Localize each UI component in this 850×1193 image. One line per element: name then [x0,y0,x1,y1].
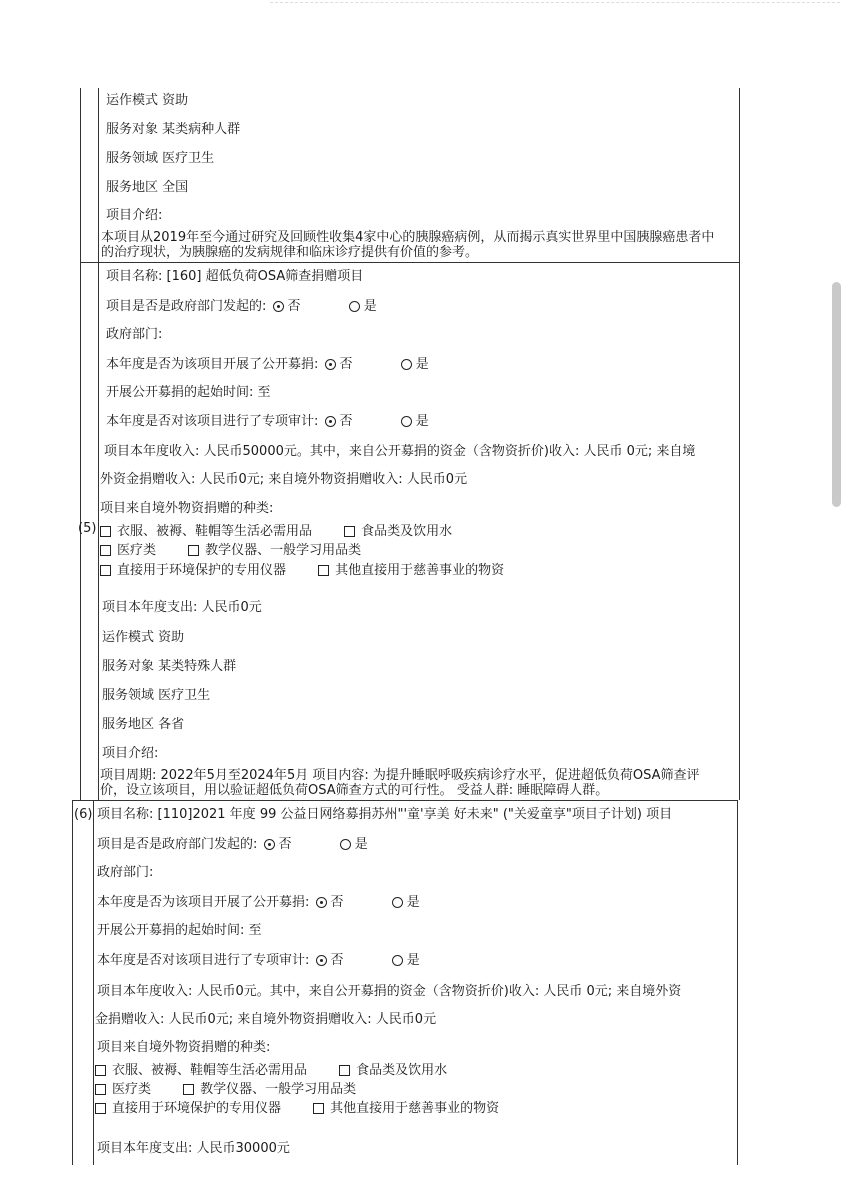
p5-teaching-label: 教学仪器、一般学习用品类 [205,543,362,558]
p1-intro-label: 项目介绍: [106,208,163,223]
p5-public-yes-radio[interactable] [401,359,412,370]
p6-medical-checkbox[interactable] [95,1084,106,1095]
p5-audit-yes-radio[interactable] [401,416,412,427]
p6-audit-yes-radio[interactable] [392,955,403,966]
p5-gov-no-radio[interactable] [273,301,284,312]
p5-gov-no-label: 否 [287,299,301,314]
p5-types-row2 [100,543,361,559]
p5-env-checkbox[interactable] [100,565,111,576]
p5-public-yes-label: 是 [415,357,429,372]
p6-other-label: 其他直接用于慈善事业的物资 [330,1101,500,1116]
p5-field: 服务领域 医疗卫生 [102,688,211,703]
p6-gov-dept: 政府部门: [97,865,154,880]
p5-name: 项目名称: [160] 超低负荷OSA筛查捐赠项目 [106,269,364,284]
p5-audit-no-radio[interactable] [325,416,336,427]
table-inner-border-a [98,88,99,800]
p6-types-row2 [95,1082,356,1098]
p6-env-checkbox[interactable] [95,1103,106,1114]
p5-audit-q: 本年度是否对该项目进行了专项审计: [106,414,319,429]
p5-types-row1 [100,524,452,540]
p6-income-line1: 项目本年度收入: 人民币0元。其中，来自公开募捐的资金（含物资折价)收入: 人民币 0元; 来自境外资 [97,984,682,999]
p6-env-label: 直接用于环境保护的专用仪器 [112,1101,282,1116]
p6-audit-q: 本年度是否对该项目进行了专项审计: [97,953,310,968]
table-left-border-b [72,800,73,1165]
table-inner-border-b [93,800,94,1165]
p6-gov-yes-label: 是 [354,837,368,852]
p6-gov-no-radio[interactable] [264,839,275,850]
p5-mode: 运作模式 资助 [102,630,185,645]
p6-income-line2: 金捐赠收入: 人民币0元; 来自境外物资捐赠收入: 人民币0元 [95,1012,437,1027]
top-dashed-line [270,2,840,3]
p5-intro-line1: 项目周期: 2022年5月至2024年5月 项目内容: 为提升睡眠呼吸疾病诊疗水平，促进超低负荷OSA筛查评 [100,768,700,783]
p6-audit-no-label: 否 [330,953,344,968]
row-divider-5 [80,262,740,263]
p6-gov-question [97,837,368,853]
p5-gov-yes-label: 是 [363,299,377,314]
p5-target: 服务对象 某类特殊人群 [102,659,237,674]
p6-public-no-radio[interactable] [316,897,327,908]
p5-food-checkbox[interactable] [344,526,355,537]
p5-clothes-label: 衣服、被褥、鞋帽等生活必需用品 [117,524,313,539]
p5-intro-line2: 价，设立该项目，用以验证超低负荷OSA筛查方式的可行性。 受益人群: 睡眠障碍人群。 [100,783,609,798]
p5-public-no-label: 否 [339,357,353,372]
p5-food-label: 食品类及饮用水 [361,524,453,539]
p6-public-question [97,895,420,911]
table-right-border-b [737,800,738,1165]
p6-teaching-checkbox[interactable] [183,1084,194,1095]
row-divider-6 [72,800,738,801]
p6-food-checkbox[interactable] [339,1065,350,1076]
p6-food-label: 食品类及饮用水 [356,1063,448,1078]
p5-region: 服务地区 各省 [102,717,185,732]
p5-index: (5) [78,521,97,536]
p6-index: (6) [74,807,93,822]
p6-audit-question [97,953,420,969]
p6-clothes-checkbox[interactable] [95,1065,106,1076]
p6-other-checkbox[interactable] [313,1103,324,1114]
p1-field: 服务领域 医疗卫生 [106,151,215,166]
p6-types-row1 [95,1063,447,1079]
p5-income-line1: 项目本年度收入: 人民币50000元。其中，来自公开募捐的资金（含物资折价)收入: 人民币 0元; 来自境 [104,444,696,459]
p1-mode: 运作模式 资助 [106,93,189,108]
p5-other-label: 其他直接用于慈善事业的物资 [335,563,505,578]
p6-types-row3 [95,1101,499,1117]
p5-types-label: 项目来自境外物资捐赠的种类: [100,501,274,516]
p6-gov-no-label: 否 [278,837,292,852]
p5-medical-label: 医疗类 [117,543,157,558]
p1-region: 服务地区 全国 [106,180,189,195]
p1-target: 服务对象 某类病种人群 [106,122,241,137]
p6-public-yes-radio[interactable] [392,897,403,908]
p5-income-line2: 外资金捐赠收入: 人民币0元; 来自境外物资捐赠收入: 人民币0元 [100,472,468,487]
p6-clothes-label: 衣服、被褥、鞋帽等生活必需用品 [112,1063,308,1078]
p6-public-time: 开展公开募捐的起始时间: 至 [97,923,262,938]
p5-gov-question [106,299,377,315]
p6-gov-yes-radio[interactable] [340,839,351,850]
p6-expense: 项目本年度支出: 人民币30000元 [97,1141,290,1156]
p6-types-label: 项目来自境外物资捐赠的种类: [97,1040,271,1055]
p5-medical-checkbox[interactable] [100,545,111,556]
scrollbar-thumb[interactable] [832,282,841,507]
p6-public-yes-label: 是 [406,895,420,910]
p6-audit-no-radio[interactable] [316,955,327,966]
p5-gov-dept: 政府部门: [106,327,163,342]
p5-teaching-checkbox[interactable] [188,545,199,556]
p5-public-time: 开展公开募捐的起始时间: 至 [106,385,271,400]
p5-audit-yes-label: 是 [415,414,429,429]
p6-medical-label: 医疗类 [112,1082,152,1097]
p6-gov-q: 项目是否是政府部门发起的: [97,837,258,852]
p5-gov-yes-radio[interactable] [349,301,360,312]
p5-clothes-checkbox[interactable] [100,526,111,537]
p6-name: 项目名称: [110]2021 年度 99 公益日网络募捐苏州"'童'享美 好未来" ("关爱童享"项目子计划) 项目 [97,807,673,822]
table-left-border-a [80,88,81,800]
p5-public-q: 本年度是否为该项目开展了公开募捐: [106,357,319,372]
p5-expense: 项目本年度支出: 人民币0元 [102,600,262,615]
p6-audit-yes-label: 是 [406,953,420,968]
table-right-border-a [739,88,740,800]
p5-public-no-radio[interactable] [325,359,336,370]
p5-gov-q: 项目是否是政府部门发起的: [106,299,267,314]
p1-intro-line2: 的治疗现状，为胰腺癌的发病规律和临床诊疗提供有价值的参考。 [101,245,479,260]
p5-intro-label: 项目介绍: [102,746,159,761]
p5-audit-no-label: 否 [339,414,353,429]
p5-audit-question [106,414,429,430]
p6-public-no-label: 否 [330,895,344,910]
p6-teaching-label: 教学仪器、一般学习用品类 [200,1082,357,1097]
p6-public-q: 本年度是否为该项目开展了公开募捐: [97,895,310,910]
p5-other-checkbox[interactable] [318,565,329,576]
p5-types-row3 [100,563,504,579]
p5-env-label: 直接用于环境保护的专用仪器 [117,563,287,578]
p5-public-question [106,357,429,373]
p1-intro-line1: 本项目从2019年至今通过研究及回顾性收集4家中心的胰腺癌病例，从而揭示真实世界里中国胰腺癌患者中 [101,230,715,245]
